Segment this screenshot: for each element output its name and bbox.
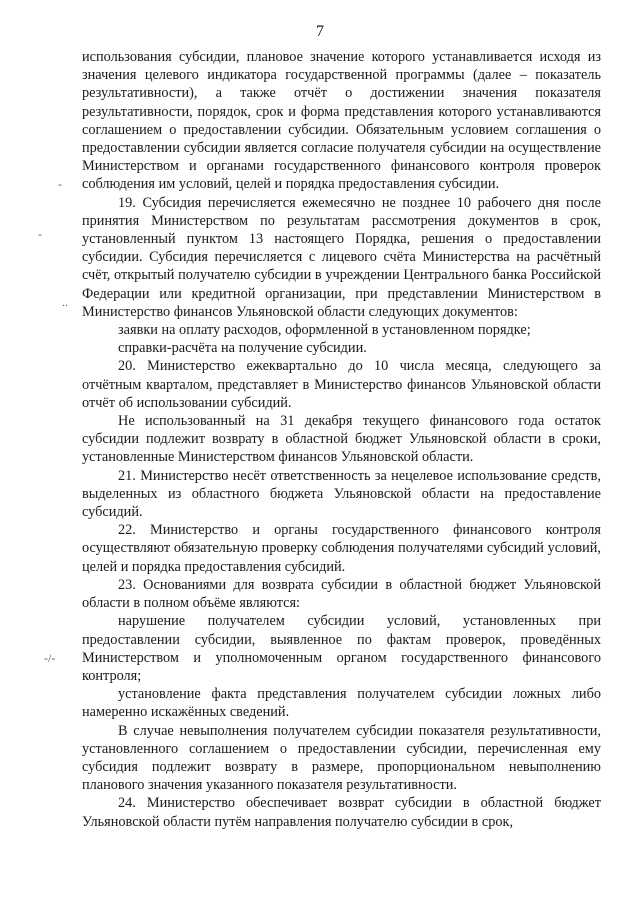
paragraph-clause-19: 19. Субсидия перечисляется ежемесячно не позднее 10 рабочего дня после принятия Министерством по результатам рассмотрения документов в срок, установленный пунктом 13 настоящего Порядка, решения о предоставлении субсидии. Субсидия перечисляется с лицевого счёта Министерства на расчётный счёт, открытый получателю субсидии в учреждении Центрального банка Российской Федерации или кредитной организации, при представлении Министерством в Министерство финансов Ульяновской области следующих документов: (82, 194, 601, 320)
list-item-application: заявки на оплату расходов, оформленной в установленном порядке; (118, 322, 531, 339)
margin-mark: - (58, 177, 62, 191)
paragraph-unused-balance: Не использованный на 31 декабря текущего финансового года остаток субсидии подлежит возврату в областной бюджет Ульяновской области в сроки, установленные Министерством финансов Ульяновской области. (82, 413, 601, 466)
list-item-violation: нарушение получателем субсидии условий, установленных при предоставлении субсидии, выявленное по фактам проверок, проведённых Министерством и уполномоченным органом государственного финансового контроля; (82, 613, 601, 684)
paragraph-non-fulfillment: В случае невыполнения получателем субсидии показателя результативности, установленного соглашением о предоставлении субсидии, перечисленная ему субсидия подлежит возврату в размере, пропорциональном невыполнению планового значения указанного показателя результативности. (82, 722, 601, 794)
paragraph-clause-24: 24. Министерство обеспечивает возврат субсидии в областной бюджет Ульяновской области путём направления получателю субсидии в срок, (82, 795, 601, 830)
margin-mark: - (38, 227, 42, 241)
list-item-calculation: справки-расчёта на получение субсидии. (118, 340, 367, 357)
paragraph-continuation: использования субсидии, плановое значение которого устанавливается исходя из значения целевого индикатора государственной программы (далее – показатель результативности), а также отчёт о достижении значения показателя результативности, порядок, срок и форма представления которого устанавливаются соглашением о предоставлении субсидии. Обязательным условием соглашения о предоставлении субсидии является согласие получателя субсидии на осуществление Министерством и органами государственного финансового контроля проверок соблюдения им условий, целей и порядка предоставления субсидии. (82, 49, 601, 193)
paragraph-clause-21: 21. Министерство несёт ответственность за нецелевое использование средств, выделенных из областного бюджета Ульяновской области на предоставление субсидий. (82, 467, 601, 521)
margin-mark: -/- (44, 651, 56, 665)
paragraph-clause-20: 20. Министерство ежеквартально до 10 числа месяца, следующего за отчётным кварталом, представляет в Министерство финансов Ульяновской области отчёт об использовании субсидий. (82, 358, 601, 411)
paragraph-clause-23: 23. Основаниями для возврата субсидии в областной бюджет Ульяновской области в полном объёме являются: (82, 576, 601, 612)
page-number: 7 (316, 23, 324, 40)
paragraph-clause-22: 22. Министерство и органы государственного финансового контроля осуществляют обязательную проверку соблюдения получателями субсидий условий, целей и порядка предоставления субсидий. (82, 522, 601, 575)
margin-mark: .. (62, 295, 68, 309)
document-body (82, 48, 601, 831)
list-item-false-info: установление факта представления получателем субсидии ложных либо намеренно искажённых сведений. (82, 686, 601, 721)
